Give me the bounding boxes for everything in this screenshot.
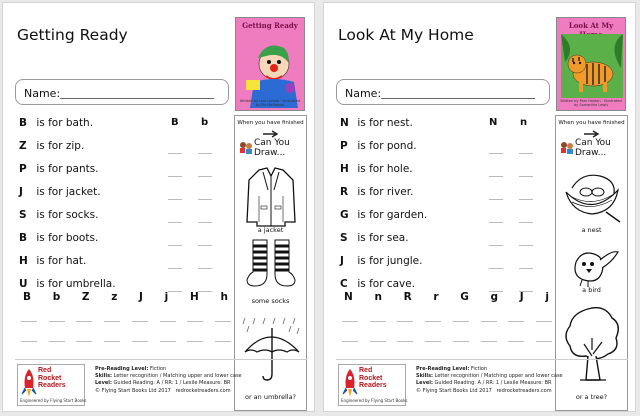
name-field[interactable] (381, 98, 535, 99)
letter-row (19, 186, 101, 198)
row-text: is for hat. (36, 255, 87, 267)
row-letter: H (340, 163, 349, 175)
meta-value: Guided Reading: A / RR: 1 / Lexile Measure: BR (113, 380, 231, 387)
answer-blank[interactable] (489, 268, 503, 269)
row-text: is for hole. (357, 163, 413, 175)
answer-blank[interactable] (519, 199, 533, 200)
letter-row (340, 255, 422, 267)
logo-word: Readers (359, 382, 387, 389)
row-text: is for bath. (36, 117, 94, 129)
row-text: is for pants. (36, 163, 99, 175)
tracing-letters (344, 291, 549, 303)
trace-letter: J (139, 291, 143, 303)
letter-row (340, 117, 413, 129)
trace-letter: g (490, 291, 499, 303)
footer (15, 359, 307, 407)
worksheet-page-getting-ready (2, 2, 315, 412)
writing-line[interactable] (342, 341, 552, 342)
umbrella-caption: or an umbrella? (244, 393, 297, 401)
answer-blank[interactable] (489, 245, 503, 246)
trace-letter: n (374, 291, 382, 303)
trace-letter: b (52, 291, 61, 303)
draw-text: Draw... (575, 148, 607, 158)
answer-blank[interactable] (519, 222, 533, 223)
answer-upper: B (171, 117, 179, 128)
trace-letter: z (111, 291, 118, 303)
arrow-right-icon (263, 130, 281, 138)
logo-word: Rocket (359, 374, 383, 382)
letter-row (19, 255, 86, 267)
row-letter: Z (19, 140, 27, 152)
row-letter: H (19, 255, 28, 267)
answer-blank[interactable] (489, 176, 503, 177)
answer-blank[interactable] (519, 268, 533, 269)
meta-label: Skills: (416, 373, 434, 380)
book-cover (556, 17, 626, 111)
meta-label: Level: (416, 380, 433, 387)
answer-blank[interactable] (198, 222, 212, 223)
logo-text (38, 367, 66, 390)
letter-row (19, 209, 98, 221)
answer-blank[interactable] (198, 153, 212, 154)
row-text: is for sea. (357, 232, 409, 244)
row-letter: P (340, 140, 348, 152)
meta-value: Fiction (149, 366, 167, 372)
logo-word: Red (38, 367, 52, 374)
socks-caption: some socks (251, 297, 290, 305)
meta-label: Level: (95, 380, 112, 387)
letter-row (340, 209, 427, 221)
row-letter: B (19, 117, 28, 129)
letter-row (19, 163, 99, 175)
answer-blank[interactable] (489, 199, 503, 200)
row-text: is for nest. (357, 117, 413, 129)
cover-title: Getting Ready (242, 21, 298, 30)
row-text: is for pond. (357, 140, 417, 152)
answer-blank[interactable] (519, 153, 533, 154)
row-letter: U (19, 278, 28, 290)
worksheet-page-look-at-my-home (323, 2, 636, 412)
answer-blank[interactable] (198, 268, 212, 269)
book-meta (95, 366, 242, 395)
can-you-text: Can You (254, 138, 290, 148)
row-letter: N (340, 117, 349, 129)
letter-row (19, 140, 84, 152)
letter-row (19, 117, 93, 129)
answer-lower: n (520, 117, 528, 128)
meta-label: Pre-Reading Level: (95, 366, 149, 372)
name-box (336, 79, 550, 105)
tiger-illustration (557, 18, 626, 111)
trace-letter: G (460, 291, 469, 303)
jacket-caption: a jacket (257, 226, 284, 234)
can-you-draw-heading (254, 138, 290, 158)
letter-row (340, 278, 415, 290)
website-link[interactable]: redrocketreaders.com (175, 387, 231, 394)
trace-letter: H (189, 291, 199, 303)
row-text: is for socks. (36, 209, 99, 221)
red-rocket-readers-logo (17, 364, 85, 406)
clown-illustration (236, 18, 305, 111)
letter-row (340, 140, 417, 152)
meta-value: Letter recognition / Matching upper and lower case (113, 373, 242, 380)
meta-label: Skills: (95, 373, 113, 380)
row-text: is for cave. (357, 278, 416, 290)
row-text: is for jungle. (357, 255, 423, 267)
answer-blank[interactable] (168, 199, 182, 200)
row-letter: S (19, 209, 27, 221)
row-text: is for garden. (357, 209, 428, 221)
logo-word: Red (359, 367, 373, 374)
trace-letter: Z (81, 291, 90, 303)
engineered-by: Engineered by Flying Start Books (20, 398, 87, 403)
arrow-right-icon (584, 130, 602, 138)
writing-line[interactable] (342, 321, 552, 322)
page-title: Getting Ready (17, 26, 128, 44)
letter-row (340, 186, 413, 198)
answer-blank[interactable] (168, 268, 182, 269)
copyright: © Flying Start Books Ltd 2017 (95, 387, 171, 394)
draw-text: Draw... (254, 148, 286, 158)
when-finished-text: When you have finished (558, 120, 625, 126)
kids-icon (239, 140, 253, 154)
can-you-text: Can You (575, 138, 611, 148)
nest-icon (562, 168, 622, 226)
answer-blank[interactable] (168, 176, 182, 177)
row-letter: J (19, 186, 23, 198)
writing-line[interactable] (21, 321, 231, 322)
trace-letter: R (403, 291, 412, 303)
rocket-icon (21, 368, 37, 398)
logo-text (359, 367, 387, 390)
cover-author: Written by Lisa Laredo · Illustrated by Pia Matheson (239, 99, 301, 107)
website-link[interactable]: redrocketreaders.com (496, 387, 552, 394)
row-letter: J (340, 255, 344, 267)
logo-word: Readers (38, 382, 66, 389)
name-label: Name: (345, 87, 382, 100)
meta-value: Letter recognition / Matching upper and lower case (434, 373, 563, 380)
footer (336, 359, 628, 407)
bird-caption: a bird (582, 286, 601, 294)
answer-blank[interactable] (489, 153, 503, 154)
jacket-icon (241, 166, 301, 228)
name-box (15, 79, 229, 105)
letter-row (19, 278, 116, 290)
bird-icon (562, 244, 622, 290)
answer-blank[interactable] (168, 245, 182, 246)
meta-value: Guided Reading: A / RR: 1 / Lexile Measure: BR (434, 380, 552, 387)
answer-blank[interactable] (168, 222, 182, 223)
rocket-icon (342, 368, 358, 398)
row-letter: G (340, 209, 349, 221)
book-meta (416, 366, 563, 395)
nest-caption: a nest (581, 226, 602, 234)
tree-caption: or a tree? (575, 393, 608, 401)
letter-row (340, 163, 413, 175)
row-text: is for jacket. (36, 186, 101, 198)
row-letter: P (19, 163, 27, 175)
trace-letter: j (164, 291, 169, 303)
book-cover (235, 17, 305, 111)
answer-blank[interactable] (519, 245, 533, 246)
row-text: is for river. (357, 186, 414, 198)
can-you-draw-heading (575, 138, 611, 158)
answer-blank[interactable] (198, 176, 212, 177)
cover-title: Look At My (568, 21, 614, 30)
writing-line[interactable] (21, 341, 231, 342)
meta-value: Fiction (470, 366, 488, 372)
answer-blank[interactable] (519, 176, 533, 177)
answer-blank[interactable] (489, 222, 503, 223)
trace-letter: r (433, 291, 439, 303)
page-title: Look At My Home (338, 26, 474, 44)
trace-letter: J (519, 291, 524, 303)
row-text: is for zip. (36, 140, 85, 152)
trace-letter: B (23, 291, 32, 303)
logo-word: Rocket (38, 374, 62, 382)
answer-blank[interactable] (198, 245, 212, 246)
row-text: is for boots. (36, 232, 99, 244)
row-letter: B (19, 232, 28, 244)
letter-row (340, 232, 409, 244)
copyright: © Flying Start Books Ltd 2017 (416, 387, 492, 394)
cover-author: Written by Pam Holden · Illustrated by Samantha Lewis (560, 99, 622, 107)
red-rocket-readers-logo (338, 364, 406, 406)
name-field[interactable] (60, 98, 214, 99)
answer-blank[interactable] (168, 153, 182, 154)
letter-row (19, 232, 98, 244)
kids-icon (560, 140, 574, 154)
when-finished-text: When you have finished (237, 120, 304, 126)
trace-letter: N (344, 291, 353, 303)
row-letter: C (340, 278, 348, 290)
tracing-letters (23, 291, 228, 303)
socks-icon (241, 238, 301, 290)
row-letter: S (340, 232, 348, 244)
answer-upper: N (489, 117, 498, 128)
row-text: is for umbrella. (36, 278, 116, 290)
answer-blank[interactable] (198, 199, 212, 200)
answer-lower: b (201, 117, 209, 128)
trace-letter: h (220, 291, 228, 303)
name-label: Name: (24, 87, 61, 100)
engineered-by: Engineered by Flying Start Books (341, 398, 408, 403)
meta-label: Pre-Reading Level: (416, 366, 470, 372)
trace-letter: j (545, 291, 549, 303)
row-letter: R (340, 186, 349, 198)
